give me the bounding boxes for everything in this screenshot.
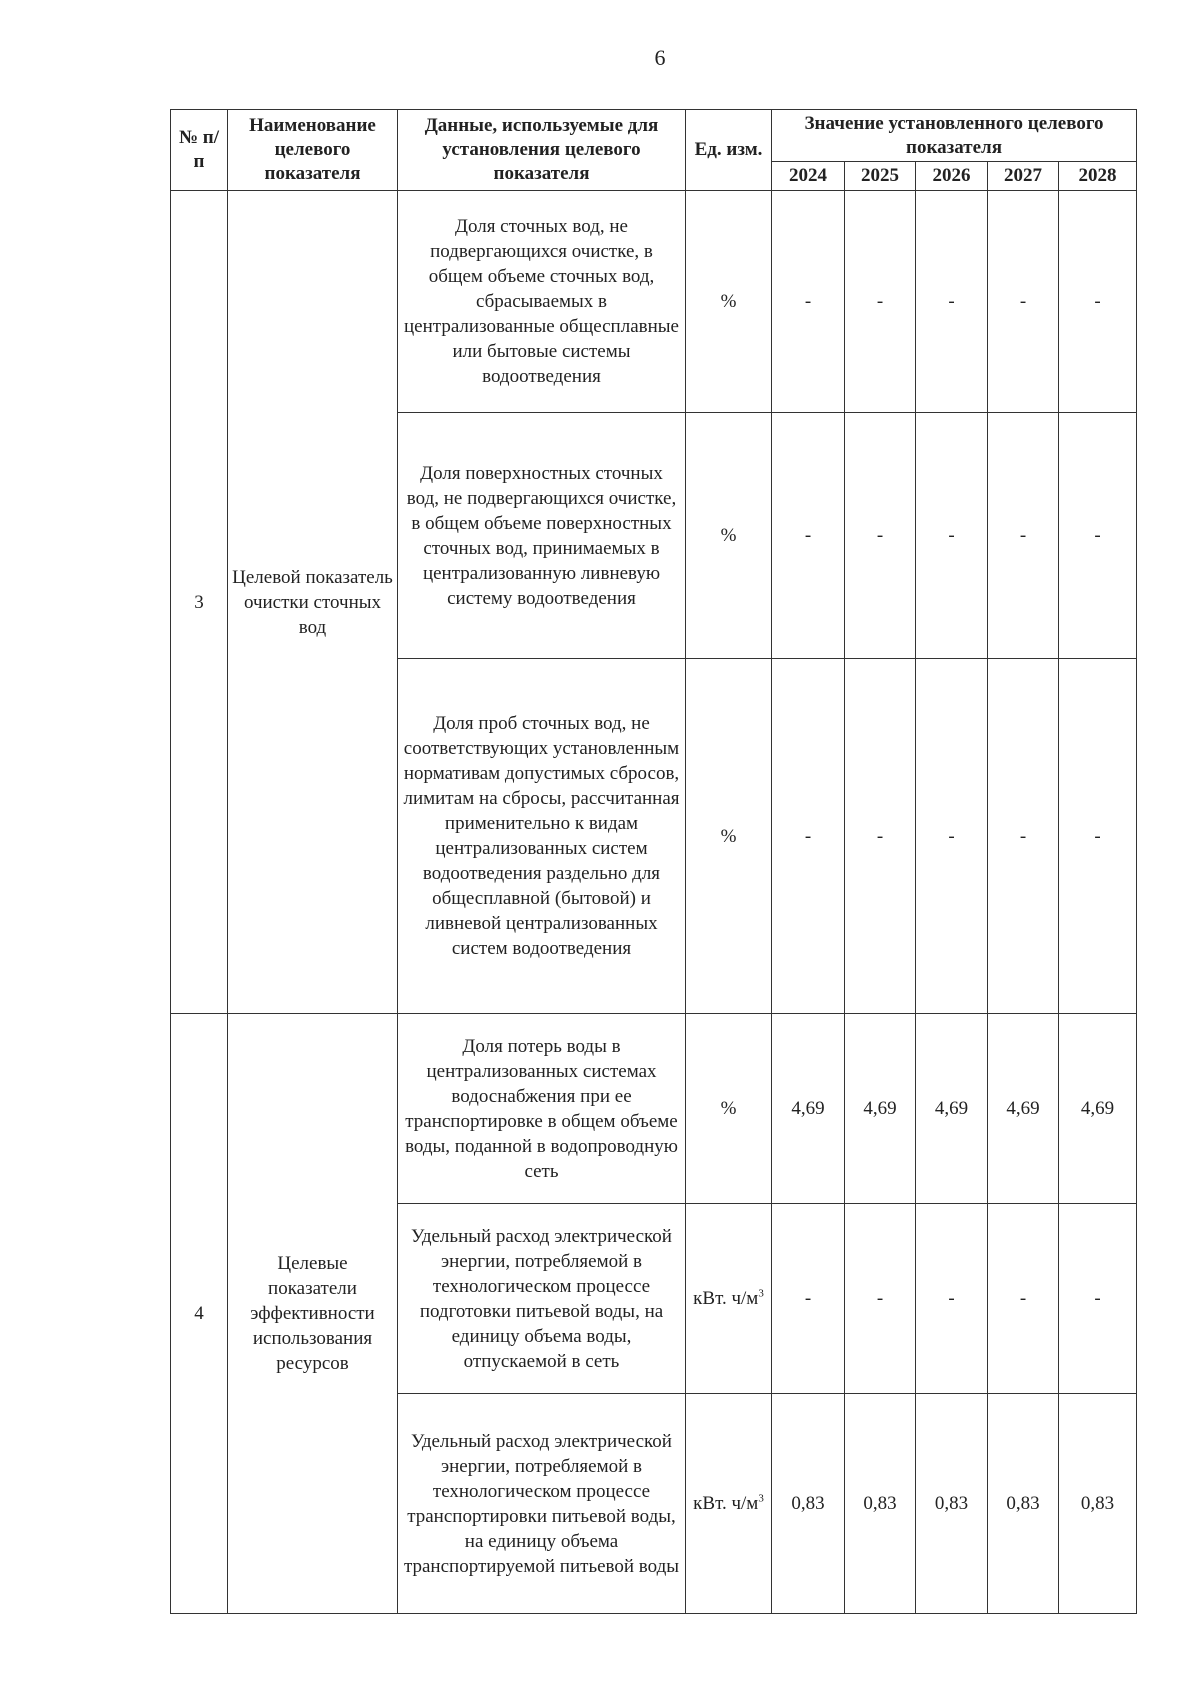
row-value: 4,69 [1059,1014,1137,1204]
row-value: - [1059,191,1137,413]
row-value: - [845,413,916,659]
page-number: 6 [654,45,666,70]
row-data: Доля потерь воды в централизованных системах водоснабжения при ее транспортировке в общем объеме воды, поданной в водопроводную сеть [398,1014,686,1204]
header-name: Наименование целевого показателя [228,110,398,191]
row-value: - [988,191,1059,413]
header-data: Данные, используемые для установления целевого показателя [398,110,686,191]
unit-superscript: 3 [758,1492,764,1505]
row-value: 4,69 [845,1014,916,1204]
row-value: - [772,413,845,659]
group-num: 3 [171,191,228,1014]
row-data: Доля поверхностных сточных вод, не подвергающихся очистке, в общем объеме поверхностных сточных вод, принимаемых в централизованную ливневую систему водоотведения [398,413,686,659]
header-unit: Ед. изм. [686,110,772,191]
row-value: - [916,413,988,659]
header-year: 2028 [1059,162,1137,191]
row-value: 0,83 [916,1394,988,1614]
group-num: 4 [171,1014,228,1614]
row-unit: % [686,1014,772,1204]
row-value: - [772,1204,845,1394]
row-unit: % [686,413,772,659]
header-year: 2024 [772,162,845,191]
row-value: - [1059,413,1137,659]
row-unit: % [686,659,772,1014]
row-unit [686,1204,772,1394]
header-year: 2026 [916,162,988,191]
header-year: 2025 [845,162,916,191]
row-value: - [845,191,916,413]
row-unit [686,1394,772,1614]
row-data: Доля проб сточных вод, не соответствующих установленным нормативам допустимых сбросов, лимитам на сбросы, рассчитанная применительно к видам централизованных систем водоотведения раздельно для общесплавной (бытовой) и ливневой централизованных систем водоотведения [398,659,686,1014]
row-data: Доля сточных вод, не подвергающихся очистке, в общем объеме сточных вод, сбрасываемых в централизованные общесплавные или бытовые системы водоотведения [398,191,686,413]
table-row [171,1014,1137,1204]
header-year: 2027 [988,162,1059,191]
row-unit: % [686,191,772,413]
row-value: - [772,191,845,413]
unit-text: кВт. ч/м [693,1288,759,1309]
row-data: Удельный расход электрической энергии, потребляемой в технологическом процессе транспортировки питьевой воды, на единицу объема транспортируемой питьевой воды [398,1394,686,1614]
unit-text: кВт. ч/м [693,1493,759,1514]
row-value: - [845,659,916,1014]
row-data: Удельный расход электрической энергии, потребляемой в технологическом процессе подготовки питьевой воды, на единицу объема воды, отпускаемой в сеть [398,1204,686,1394]
row-value: 0,83 [988,1394,1059,1614]
row-value: - [772,659,845,1014]
row-value: 0,83 [1059,1394,1137,1614]
row-value: - [1059,659,1137,1014]
target-indicators-table [170,109,1137,1614]
row-value: - [916,659,988,1014]
group-name: Целевой показатель очистки сточных вод [228,191,398,1014]
row-value: - [916,1204,988,1394]
header-value-group: Значение установленного целевого показателя [772,110,1137,162]
row-value: 0,83 [772,1394,845,1614]
row-value: 4,69 [772,1014,845,1204]
row-value: - [845,1204,916,1394]
row-value: - [1059,1204,1137,1394]
row-value: - [988,1204,1059,1394]
row-value: - [988,659,1059,1014]
row-value: - [988,413,1059,659]
row-value: - [916,191,988,413]
row-value: 0,83 [845,1394,916,1614]
table-row [171,191,1137,413]
header-num: № п/п [171,110,228,191]
row-value: 4,69 [988,1014,1059,1204]
row-value: 4,69 [916,1014,988,1204]
unit-superscript: 3 [758,1287,764,1300]
group-name: Целевые показатели эффективности использования ресурсов [228,1014,398,1614]
